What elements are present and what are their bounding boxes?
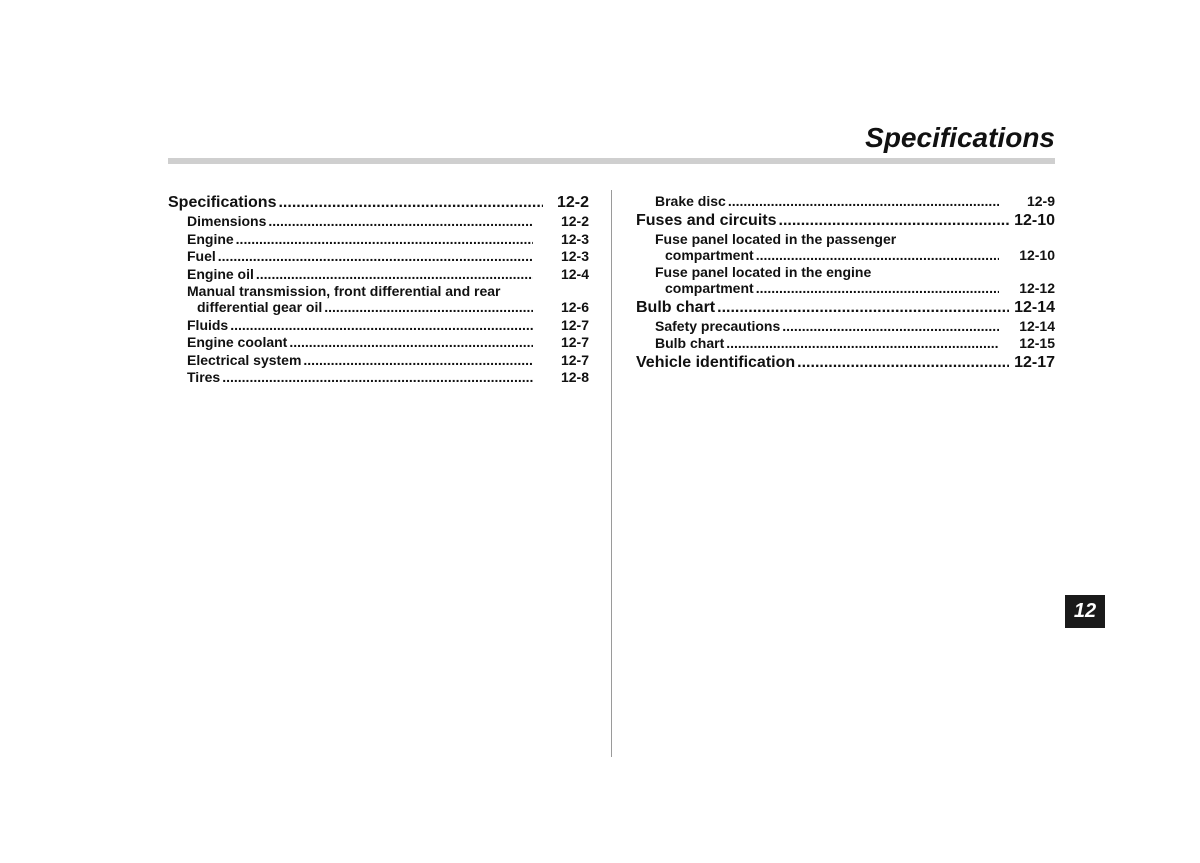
toc-entry-title-line1: Manual transmission, front differential and rear	[187, 283, 501, 299]
toc-entry-title: Engine	[187, 230, 234, 247]
toc-entry-title: Fuel	[187, 248, 216, 264]
toc-entry-page: 12-12	[1019, 280, 1055, 296]
toc-entry-title: Tires	[187, 369, 221, 385]
leader-dots	[236, 231, 533, 249]
toc-left-column	[168, 193, 589, 387]
leader-dots	[289, 334, 533, 352]
toc-entry-title: Dimensions	[187, 213, 267, 229]
toc-entry-page: 12-7	[560, 316, 589, 333]
toc-entry-title: Bulb chart	[636, 298, 716, 316]
toc-entry-title-line2: compartment	[665, 246, 754, 263]
leader-dots	[717, 298, 1009, 318]
title-rule	[168, 158, 1055, 164]
toc-entry-fluids[interactable]	[168, 317, 589, 335]
toc-entry-title-line1: Fuse panel located in the engine	[655, 264, 872, 280]
leader-dots	[222, 369, 533, 387]
leader-dots	[256, 266, 533, 284]
toc-entry-page: 12-8	[560, 369, 589, 385]
toc-entry-manual-transmission[interactable]	[168, 283, 589, 317]
toc-entry-page: 12-2	[556, 194, 589, 211]
toc-entry-bulb-chart-section[interactable]	[636, 298, 1055, 318]
toc-entry-fuse-panel-passenger[interactable]	[636, 231, 1055, 265]
toc-right-column	[636, 193, 1055, 373]
leader-dots	[230, 317, 533, 335]
toc-entry-title: Vehicle identification	[636, 353, 796, 371]
toc-entry-electrical-system[interactable]	[168, 352, 589, 370]
toc-entry-fuses-and-circuits[interactable]	[636, 211, 1055, 231]
toc-entry-title: Bulb chart	[655, 335, 725, 351]
chapter-tab[interactable]: 12	[1065, 595, 1105, 628]
toc-entry-title-line1: Fuse panel located in the passenger	[655, 230, 897, 247]
toc-entry-title: Fluids	[187, 316, 229, 333]
toc-entry-tires[interactable]	[168, 369, 589, 387]
toc-entry-brake-disc[interactable]	[636, 193, 1055, 211]
toc-entry-fuel[interactable]	[168, 248, 589, 266]
toc-entry-title: Brake disc	[655, 193, 726, 209]
leader-dots	[303, 352, 533, 370]
toc-entry-page: 12-14	[1014, 298, 1055, 316]
toc-entry-page: 12-10	[1019, 246, 1055, 263]
toc-entry-page: 12-7	[560, 334, 589, 350]
toc-entry-title: Fuses and circuits	[636, 211, 777, 229]
leader-dots	[728, 193, 999, 211]
toc-entry-fuse-panel-engine[interactable]	[636, 264, 1055, 298]
leader-dots	[278, 193, 543, 213]
toc-entry-specifications[interactable]	[168, 193, 589, 213]
toc-entry-page: 12-15	[1019, 335, 1055, 351]
leader-dots	[782, 318, 999, 336]
toc-entry-page: 12-9	[1026, 193, 1055, 209]
toc-entry-page: 12-6	[560, 299, 589, 315]
toc-entry-title: Safety precautions	[655, 317, 781, 334]
leader-dots	[779, 211, 1010, 231]
leader-dots	[756, 280, 999, 298]
toc-entry-title-line2: compartment	[665, 280, 754, 296]
toc-entry-page: 12-3	[560, 248, 589, 264]
toc-entry-engine-coolant[interactable]	[168, 334, 589, 352]
leader-dots	[324, 299, 533, 317]
toc-entry-title: Engine oil	[187, 265, 254, 282]
toc-entry-engine-oil[interactable]	[168, 266, 589, 284]
toc-entry-title-line2: differential gear oil	[197, 299, 323, 315]
column-divider	[611, 190, 612, 757]
toc-entry-vehicle-identification[interactable]	[636, 353, 1055, 373]
toc-entry-page: 12-10	[1014, 211, 1055, 229]
toc-entry-page: 12-14	[1019, 317, 1055, 334]
leader-dots	[268, 213, 533, 231]
chapter-title: Specifications	[865, 122, 1055, 153]
toc-entry-page: 12-2	[560, 213, 589, 229]
toc-entry-title: Specifications	[168, 194, 277, 211]
toc-entry-safety-precautions[interactable]	[636, 318, 1055, 336]
toc-entry-page: 12-3	[560, 230, 589, 247]
leader-dots	[726, 335, 999, 353]
toc-entry-dimensions[interactable]	[168, 213, 589, 231]
leader-dots	[756, 247, 999, 265]
toc-entry-page: 12-7	[560, 351, 589, 368]
leader-dots	[797, 353, 1009, 373]
toc-entry-bulb-chart[interactable]	[636, 335, 1055, 353]
toc-entry-engine[interactable]	[168, 231, 589, 249]
toc-entry-title: Electrical system	[187, 351, 302, 368]
leader-dots	[218, 248, 533, 266]
toc-entry-title: Engine coolant	[187, 334, 288, 350]
toc-entry-page: 12-17	[1014, 353, 1055, 371]
toc-entry-page: 12-4	[560, 265, 589, 282]
